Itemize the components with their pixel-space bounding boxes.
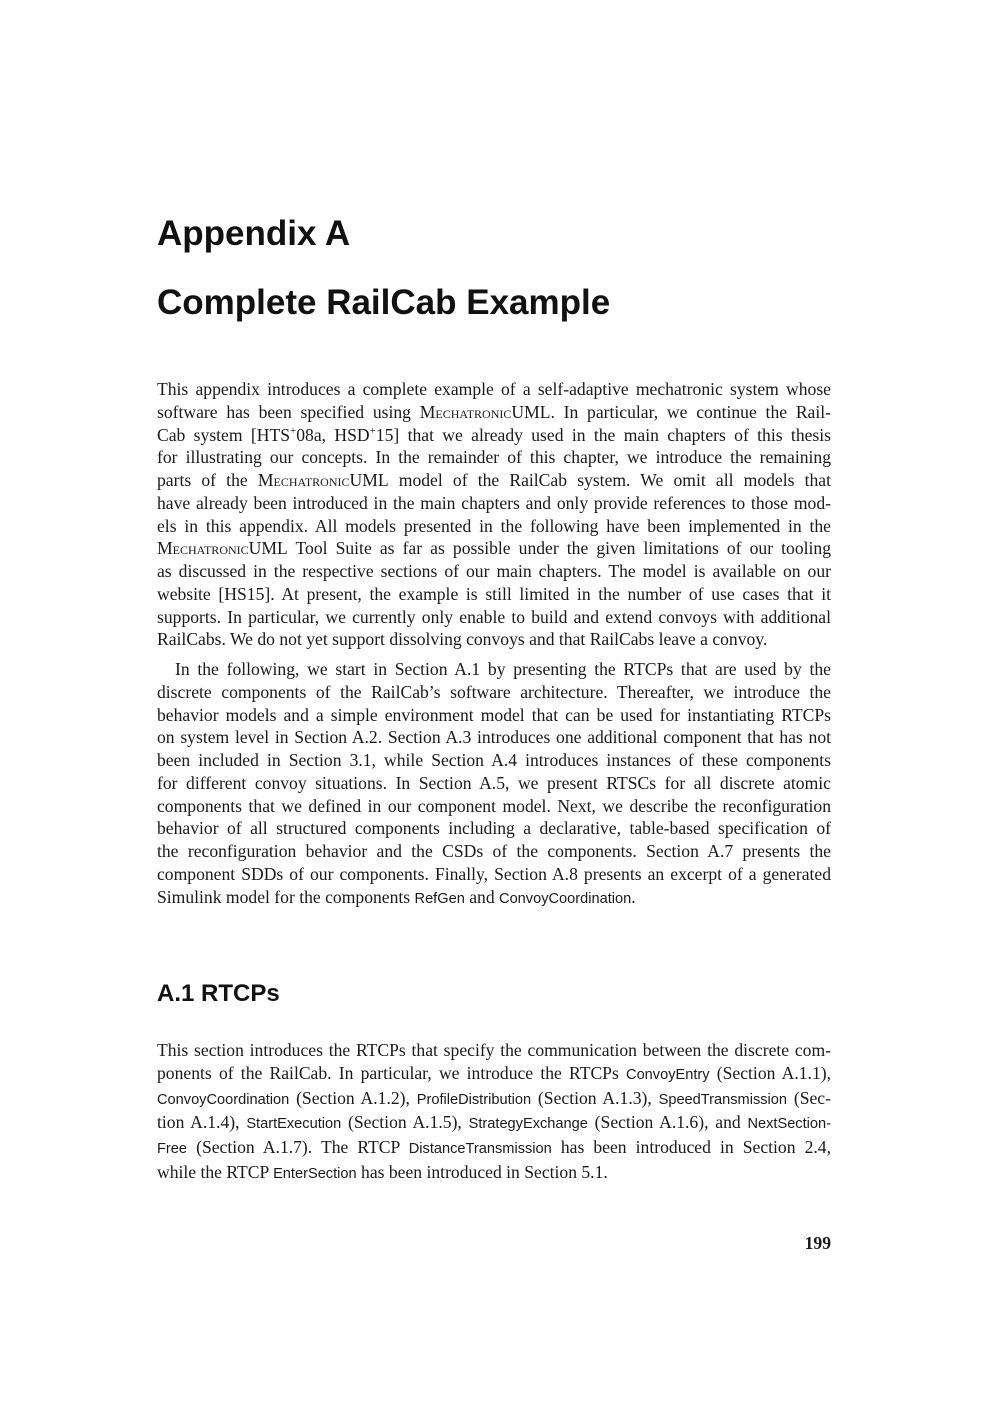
text-line	[157, 1087, 831, 1112]
text-line	[157, 726, 831, 749]
text-line	[157, 1111, 831, 1136]
text-segment: (Sec-	[787, 1087, 831, 1108]
text-segment: In the following, we start in Section A.1 by presenting the RTCPs that are used by the	[175, 659, 831, 679]
component-name: ConvoyEntry	[626, 1066, 710, 1083]
text-line	[157, 583, 831, 606]
text-segment: the reconfiguration behavior and the CSDs of the components. Section A.7 presents the	[157, 841, 831, 861]
text-line	[157, 469, 831, 492]
text-segment: as discussed in the respective sections of our main chapters. The model is available on our	[157, 561, 831, 581]
text-segment: supports. In particular, we currently only enable to build and extend convoys with additional	[157, 606, 831, 627]
component-name: Free	[157, 1141, 188, 1157]
text-segment: RailCabs. We do not yet support dissolving convoys and that RailCabs leave a convoy.	[157, 629, 768, 650]
text-segment: . In particular, we continue the Rail-	[550, 401, 832, 422]
text-segment: ponents of the RailCab. In particular, we introduce the RTCPs	[157, 1062, 627, 1083]
text-segment: on system level in Section A.2. Section A.3 introduces one additional component that has not	[157, 727, 831, 748]
text-line	[157, 749, 831, 772]
text-segment: component SDDs of our components. Finally, Section A.8 presents an excerpt of a generated	[157, 863, 831, 884]
text-segment: 08a, HSD	[296, 424, 370, 445]
text-segment: have already been introduced in the main chapters and only provide references to those mod-	[157, 492, 831, 513]
text-segment: parts of the	[157, 470, 258, 490]
tool-name: MechatronicUML	[419, 401, 551, 422]
component-name: ConvoyCoordination	[157, 1091, 290, 1108]
text-segment: This section introduces the RTCPs that specify the communication between the discrete com-	[157, 1040, 831, 1060]
page-number: 199	[804, 1233, 831, 1253]
text-segment: Simulink model for the components	[157, 886, 415, 907]
component-name: NextSection-	[747, 1116, 831, 1133]
text-segment: (Section A.1.3),	[531, 1087, 659, 1108]
component-name: RefGen	[414, 890, 465, 907]
text-line	[157, 446, 831, 469]
text-line	[157, 378, 831, 401]
text-segment: while the RTCP	[157, 1161, 274, 1182]
text-segment: for illustrating our concepts. In the remainder of this chapter, we introduce the remaining	[157, 447, 831, 468]
tool-name: MechatronicUML	[157, 538, 288, 559]
intro-paragraph-2	[157, 658, 831, 910]
text-line	[157, 606, 831, 629]
text-line	[157, 817, 831, 840]
text-segment: has been introduced in Section 2.4,	[551, 1137, 831, 1157]
component-name: EnterSection	[273, 1165, 357, 1182]
text-segment: .	[631, 886, 636, 907]
intro-paragraph-1	[157, 378, 831, 651]
text-segment: +	[369, 424, 376, 437]
text-line	[157, 863, 831, 886]
text-segment: (Section A.1.2),	[289, 1087, 417, 1108]
text-segment: has been introduced in Section 5.1.	[356, 1161, 608, 1182]
component-name: StartExecution	[246, 1116, 342, 1133]
component-name: ProfileDistribution	[416, 1091, 532, 1108]
text-line	[157, 401, 831, 424]
text-line	[157, 1039, 831, 1062]
text-segment: website [HS15]. At present, the example is still limited in the number of use cases that it	[157, 583, 831, 604]
text-line	[157, 772, 831, 795]
text-line	[157, 681, 831, 704]
text-segment: This appendix introduces a complete example of a self-adaptive mechatronic system whose	[157, 379, 831, 399]
text-line	[157, 886, 831, 911]
text-line	[157, 424, 831, 447]
section-paragraph	[157, 1039, 831, 1186]
text-line	[157, 1136, 831, 1161]
text-segment: software has been specified using	[157, 401, 420, 422]
text-line	[157, 1161, 831, 1186]
text-segment: (Section A.1.6), and	[587, 1112, 748, 1133]
text-segment: +	[290, 424, 297, 437]
text-line	[157, 515, 831, 538]
text-segment: behavior models and a simple environment model that can be used for instantiating RTCPs	[157, 704, 831, 725]
text-segment: model of the RailCab system. We omit all models that	[388, 470, 832, 490]
text-segment: els in this appendix. All models presented in the following have been implemented in the	[157, 515, 831, 536]
text-line	[157, 492, 831, 515]
text-line	[157, 628, 831, 651]
text-segment: components that we defined in our component model. Next, we describe the reconfiguration	[157, 795, 831, 816]
text-segment: 15] that we already used in the main chapters of this thesis	[375, 424, 832, 445]
component-name: ConvoyCoordination	[499, 890, 632, 907]
tool-name: MechatronicUML	[257, 470, 389, 490]
text-line	[157, 795, 831, 818]
text-line	[157, 840, 831, 863]
text-segment: (Section A.1.1),	[709, 1062, 832, 1083]
component-name: StrategyExchange	[468, 1116, 588, 1133]
text-segment: tion A.1.4),	[157, 1112, 247, 1133]
component-name: SpeedTransmission	[658, 1091, 788, 1108]
text-line	[157, 704, 831, 727]
text-segment: discrete components of the RailCab’s software architecture. Thereafter, we introduce the	[157, 681, 831, 702]
text-segment: Cab system [HTS	[157, 424, 290, 445]
text-segment: (Section A.1.5),	[341, 1112, 469, 1133]
text-segment: Tool Suite as far as possible under the given limitations of our tooling	[287, 538, 831, 559]
text-segment: and	[464, 886, 500, 907]
text-line	[157, 658, 831, 681]
text-segment: behavior of all structured components including a declarative, table-based specification of	[157, 818, 831, 839]
text-line	[157, 560, 831, 583]
text-segment: been included in Section 3.1, while Section A.4 introduces instances of these components	[157, 750, 831, 770]
section-heading: A.1 RTCPs	[157, 980, 280, 1007]
text-segment: (Section A.1.7). The RTCP	[187, 1137, 409, 1157]
chapter-title: Complete RailCab Example	[157, 283, 611, 322]
appendix-label: Appendix A	[157, 214, 351, 253]
component-name: DistanceTransmission	[408, 1141, 552, 1157]
text-segment: for different convoy situations. In Section A.5, we present RTSCs for all discrete atomic	[157, 772, 831, 793]
text-line	[157, 1062, 831, 1087]
text-line	[157, 537, 831, 560]
